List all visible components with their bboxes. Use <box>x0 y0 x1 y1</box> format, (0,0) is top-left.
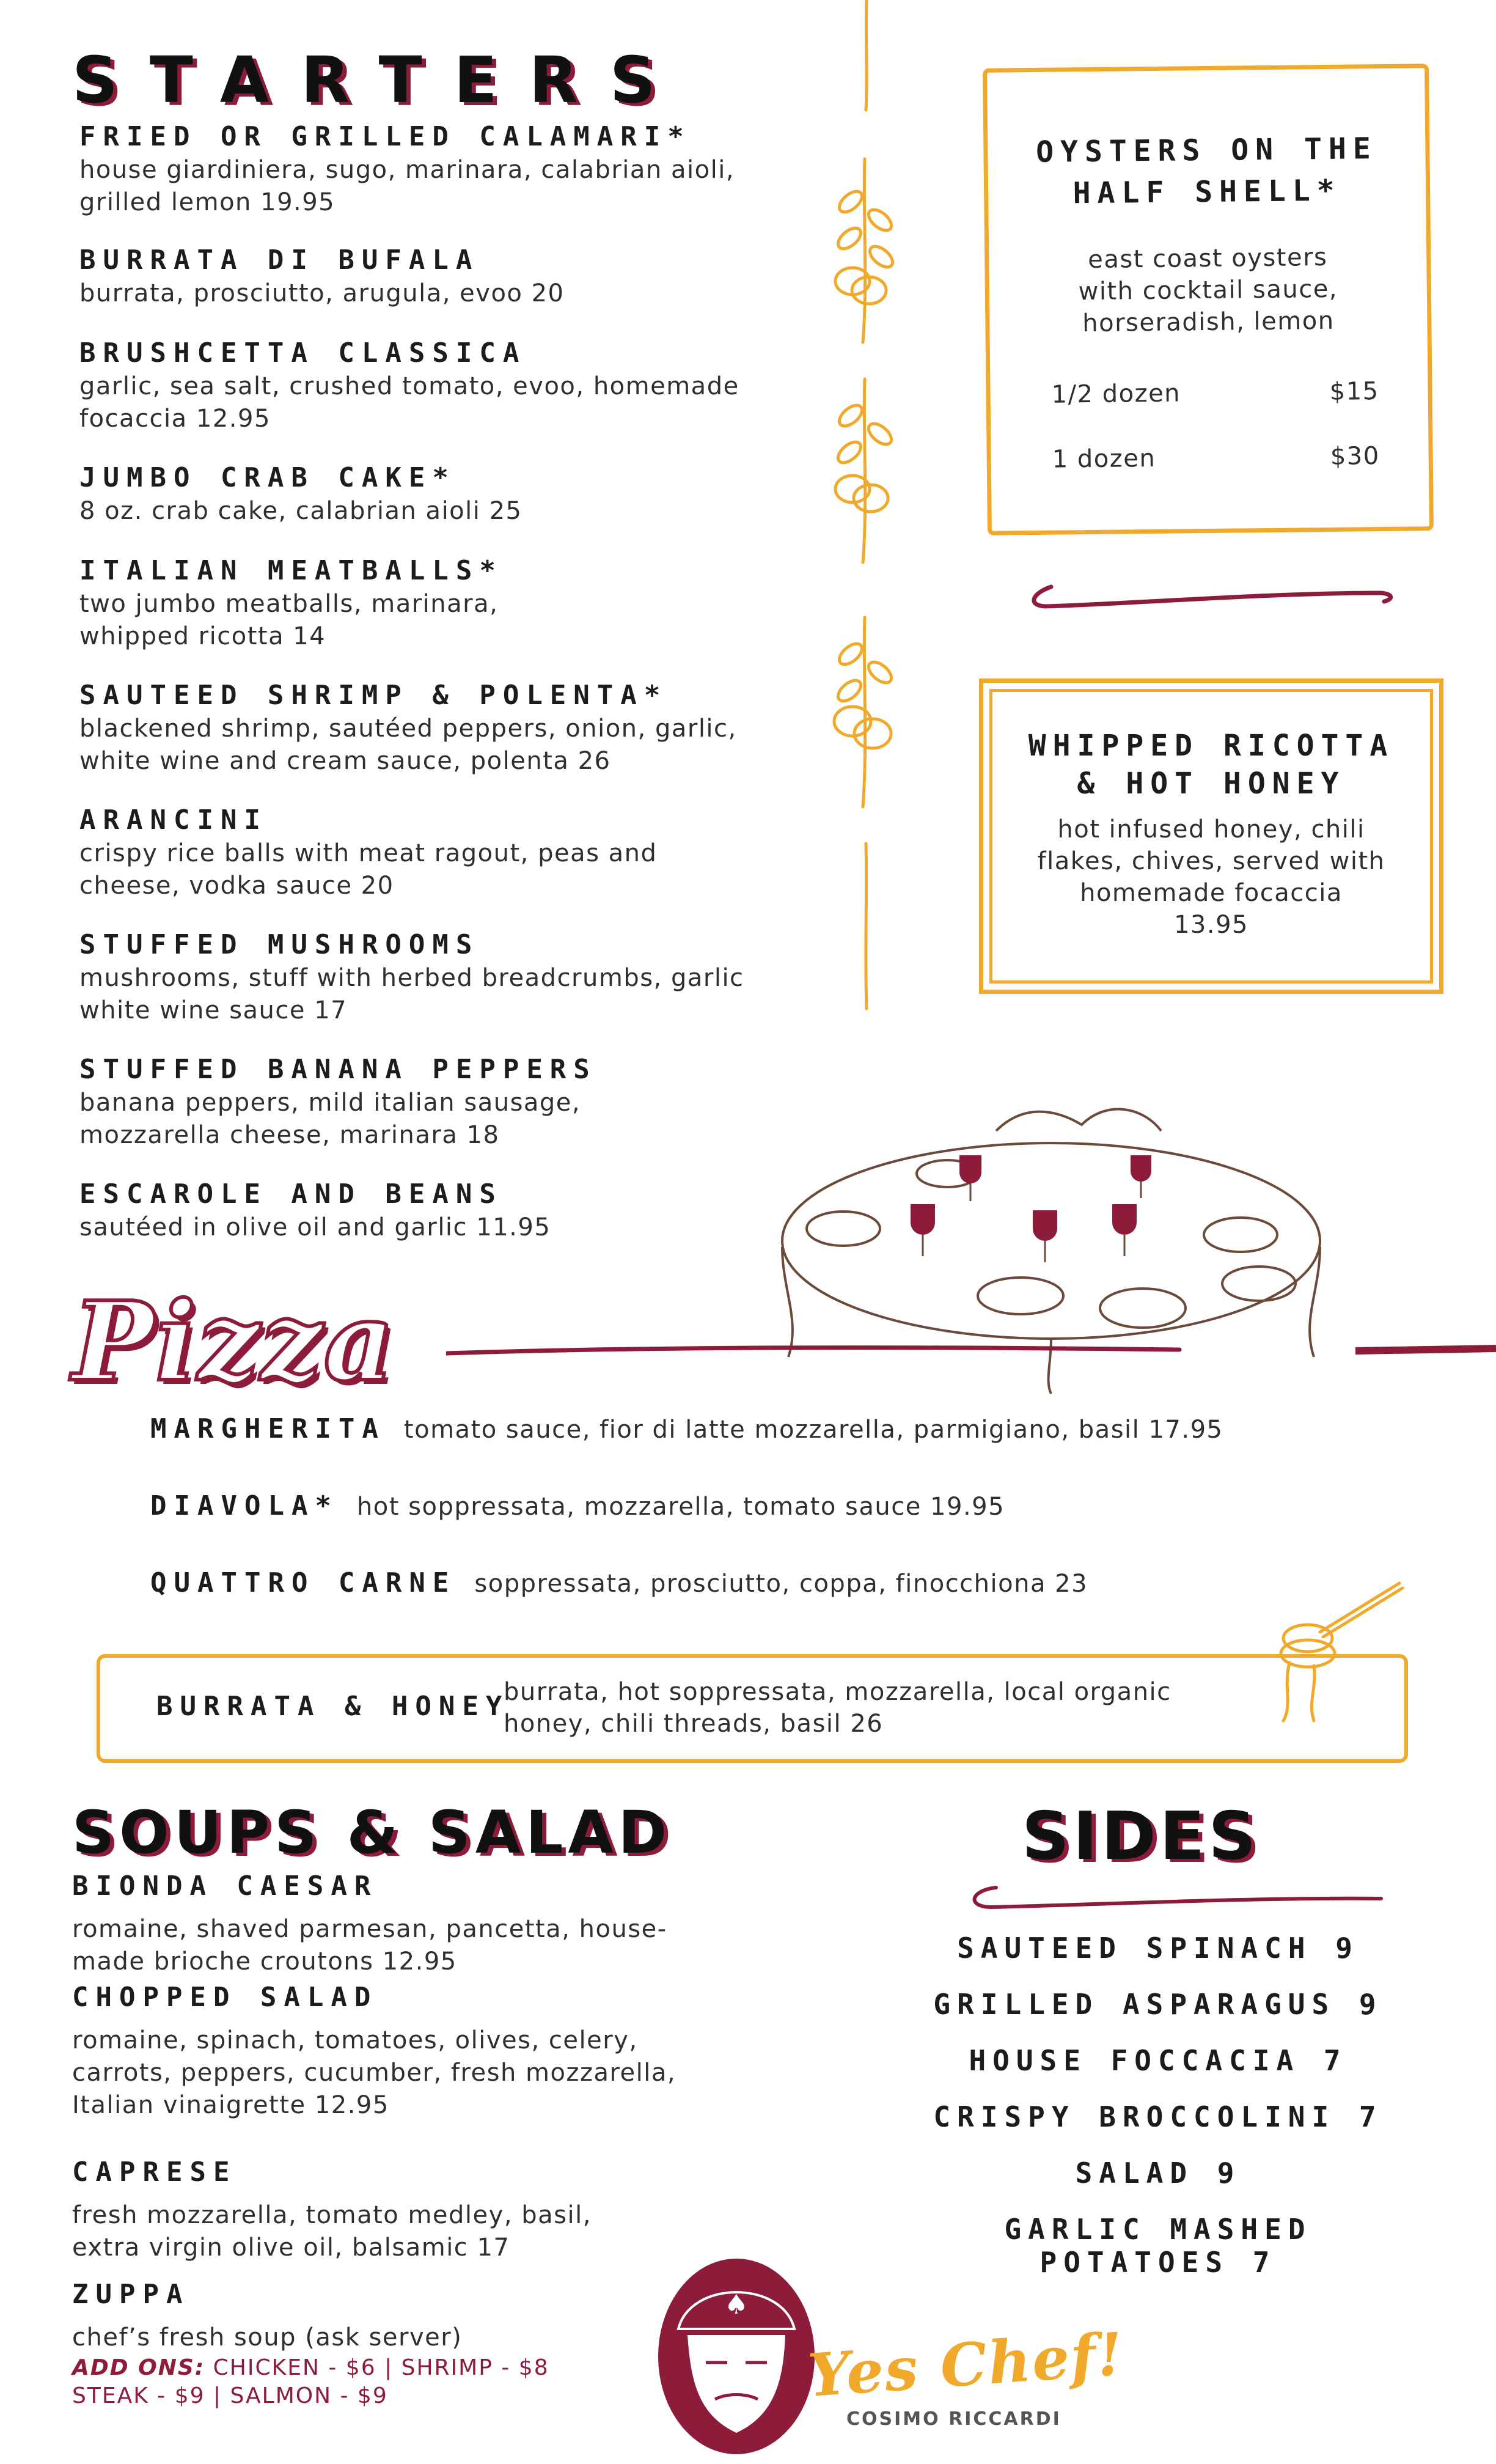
chef-portrait-icon <box>654 2256 819 2457</box>
item-desc: Italian vinaigrette 12.95 <box>72 2091 389 2119</box>
oysters-price-row <box>1052 440 1380 476</box>
pizza-desc: soppressata, prosciutto, coppa, finocchiona 23 <box>474 1570 1088 1598</box>
item-desc: 8 oz. crab cake, calabrian aioli 25 <box>79 497 522 525</box>
ricotta-desc: hot infused honey, chili <box>1057 815 1365 844</box>
menu-item <box>79 120 801 219</box>
oysters-desc: with cocktail sauce, <box>1078 274 1338 306</box>
menu-item <box>79 1177 801 1244</box>
burrata-honey-feature-box <box>97 1654 1408 1763</box>
pizza-desc: burrata, hot soppressata, mozzarella, local organic <box>504 1678 1172 1706</box>
pizza-name: MARGHERITA <box>150 1413 386 1444</box>
price-value: $30 <box>1330 442 1380 471</box>
ricotta-title: & HOT HONEY <box>1077 767 1346 801</box>
addons-line: STEAK - $9 | SALMON - $9 <box>72 2383 388 2408</box>
item-desc: crispy rice balls with meat ragout, peas and <box>79 839 658 867</box>
item-desc: banana peppers, mild italian sausage, <box>79 1089 581 1117</box>
item-name: CAPRESE <box>72 2157 237 2188</box>
pizza-item <box>150 1413 1223 1446</box>
oysters-desc: horseradish, lemon <box>1082 306 1335 338</box>
item-name: ITALIAN MEATBALLS* <box>79 555 503 586</box>
pizza-desc: hot soppressata, mozzarella, tomato sauce 19.95 <box>356 1493 1005 1521</box>
menu-item <box>79 1053 801 1152</box>
pizza-desc: tomato sauce, fior di latte mozzarella, parmigiano, basil 17.95 <box>403 1416 1223 1444</box>
item-desc: sautéed in olive oil and garlic 11.95 <box>79 1213 551 1241</box>
oysters-title: HALF SHELL* <box>1072 173 1341 211</box>
ricotta-desc: flakes, chives, served with <box>1037 847 1385 875</box>
swash-divider-icon <box>1008 575 1399 623</box>
ricotta-title: WHIPPED RICOTTA <box>1028 729 1395 763</box>
addons-prices: CHICKEN - $6 | SHRIMP - $8 <box>205 2355 549 2380</box>
side-item: HOUSE FOCCACIA 7 <box>969 2044 1348 2077</box>
item-desc: cheese, vodka sauce 20 <box>79 872 394 900</box>
swash-divider-icon <box>941 1877 1399 1925</box>
item-desc: carrots, peppers, cucumber, fresh mozzarella, <box>72 2059 676 2087</box>
item-name: ARANCINI <box>79 804 268 836</box>
item-name: SAUTEED SHRIMP & POLENTA* <box>79 680 668 711</box>
item-desc: white wine sauce 17 <box>79 996 348 1024</box>
pizza-title: Pizza <box>72 1278 395 1405</box>
pizza-desc: honey, chili threads, basil 26 <box>504 1710 884 1738</box>
pizza-item <box>150 1490 1005 1523</box>
item-desc: romaine, spinach, tomatoes, olives, celery, <box>72 2026 638 2054</box>
pizza-name: DIAVOLA* <box>150 1490 339 1521</box>
oysters-desc: east coast oysters <box>1087 243 1328 274</box>
item-name: BIONDA CAESAR <box>72 1870 378 1902</box>
side-item: GRILLED ASPARAGUS 9 <box>933 1988 1383 2021</box>
item-desc: mushrooms, stuff with herbed breadcrumbs, garlic <box>79 964 744 992</box>
svg-text:♠: ♠ <box>724 2289 749 2320</box>
item-name: FRIED OR GRILLED CALAMARI* <box>79 121 691 152</box>
soups-salad-title: SOUPS & SALAD <box>72 1798 672 1867</box>
menu-item <box>79 928 801 1027</box>
ricotta-desc: homemade focaccia <box>1080 879 1343 907</box>
side-item: SAUTEED SPINACH 9 <box>957 1932 1359 1965</box>
price-label: 1 dozen <box>1052 444 1156 474</box>
pizza-name: QUATTRO CARNE <box>150 1567 457 1598</box>
item-name: ZUPPA <box>72 2279 190 2310</box>
side-item: GARLIC MASHED POTATOES 7 <box>1004 2213 1312 2279</box>
item-desc: mozzarella cheese, marinara 18 <box>79 1121 500 1149</box>
item-desc: white wine and cream sauce, polenta 26 <box>79 747 611 775</box>
item-name: STUFFED BANANA PEPPERS <box>79 1054 597 1085</box>
chef-name: COSIMO RICCARDI <box>846 2408 1062 2430</box>
honey-dipper-icon <box>1247 1571 1412 1724</box>
oysters-price-row <box>1051 375 1379 411</box>
item-desc: whipped ricotta 14 <box>79 622 326 650</box>
item-name: JUMBO CRAB CAKE* <box>79 462 456 493</box>
item-name: STUFFED MUSHROOMS <box>79 929 480 960</box>
ricotta-price: 13.95 <box>1173 911 1248 939</box>
price-label: 1/2 dozen <box>1051 379 1181 409</box>
chef-tagline: Yes Chef! <box>805 2319 1126 2410</box>
item-desc: made brioche croutons 12.95 <box>72 1947 457 1976</box>
oysters-feature-box <box>983 64 1434 535</box>
item-desc: blackened shrimp, sautéed peppers, onion, garlic, <box>79 715 737 743</box>
item-desc: chef’s fresh soup (ask server) <box>72 2323 463 2352</box>
menu-item <box>72 1869 793 1978</box>
menu-item <box>79 336 801 435</box>
price-value: $15 <box>1329 377 1379 406</box>
item-desc: garlic, sea salt, crushed tomato, evoo, homemade <box>79 372 739 400</box>
sides-title: SIDES <box>1022 1798 1260 1875</box>
olive-branch-divider-icon <box>794 0 917 1015</box>
item-name: BURRATA DI BUFALA <box>79 245 480 276</box>
item-desc: grilled lemon 19.95 <box>79 188 336 216</box>
menu-item <box>79 679 801 778</box>
oysters-title: OYSTERS ON THE <box>1035 131 1378 169</box>
menu-item <box>79 243 801 310</box>
item-name: BRUSHCETTA CLASSICA <box>79 337 527 369</box>
item-desc: fresh mozzarella, tomato medley, basil, <box>72 2201 592 2229</box>
pizza-name: BURRATA & HONEY <box>156 1691 510 1722</box>
ricotta-feature-box <box>979 679 1443 994</box>
item-desc: extra virgin olive oil, balsamic 17 <box>72 2234 510 2262</box>
menu-item <box>79 554 801 653</box>
item-desc: focaccia 12.95 <box>79 405 271 433</box>
item-name: CHOPPED SALAD <box>72 1982 378 2013</box>
item-desc: romaine, shaved parmesan, pancetta, house- <box>72 1915 667 1943</box>
pizza-rule-icon <box>446 1342 1496 1361</box>
item-desc: two jumbo meatballs, marinara, <box>79 590 499 618</box>
menu-item <box>79 461 801 528</box>
item-name: ESCAROLE AND BEANS <box>79 1179 503 1210</box>
menu-item <box>72 1980 793 2122</box>
side-item: SALAD 9 <box>1075 2157 1241 2190</box>
addons-label: ADD ONS: <box>72 2355 205 2380</box>
item-desc: burrata, prosciutto, arugula, evoo 20 <box>79 279 565 307</box>
pizza-item <box>150 1567 1088 1600</box>
menu-item <box>72 2155 793 2264</box>
starters-title: STARTERS <box>72 43 688 117</box>
menu-item <box>79 803 801 902</box>
side-item: CRISPY BROCCOLINI 7 <box>933 2100 1383 2133</box>
item-desc: house giardiniera, sugo, marinara, calabrian aioli, <box>79 156 735 184</box>
